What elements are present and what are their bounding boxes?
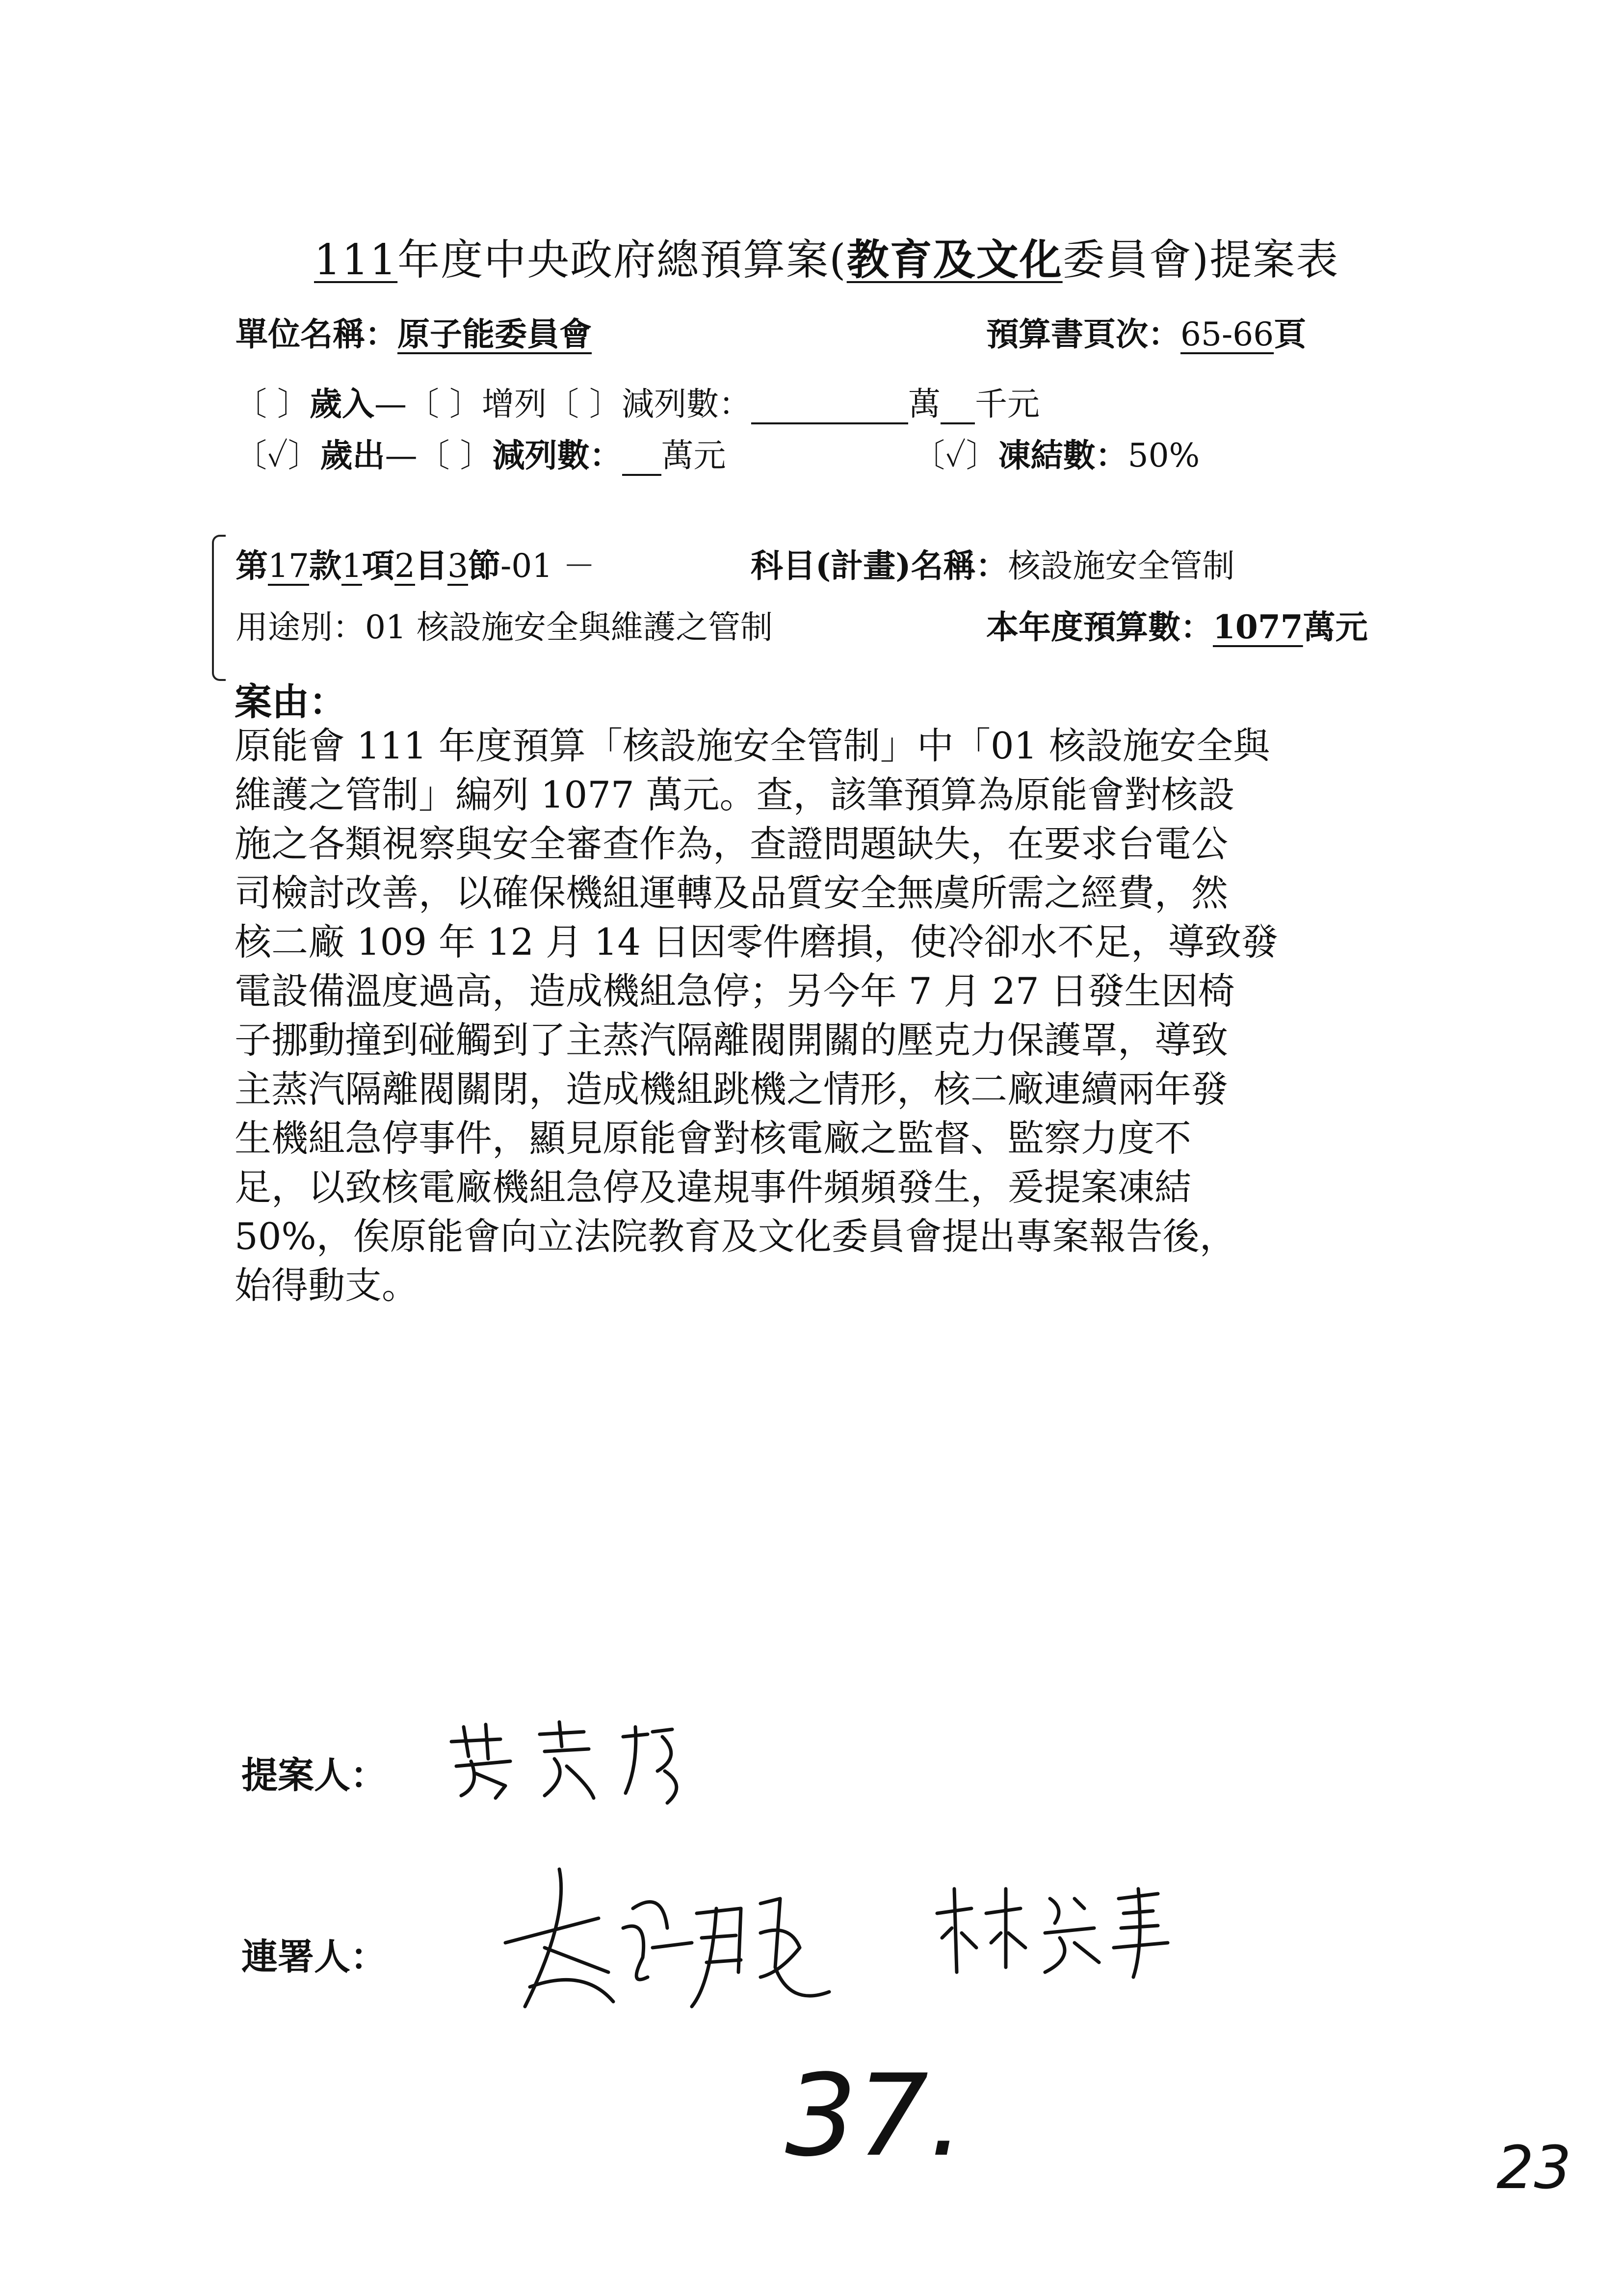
revenue-cut-label: 減列數： — [621, 385, 751, 423]
jie-value: 3 — [447, 547, 468, 585]
mu-label: 目 — [415, 547, 447, 585]
xiang-value: 1 — [341, 547, 362, 585]
revenue-blank-wan — [751, 395, 908, 424]
freeze-checkbox: 〔✓〕 — [913, 437, 998, 474]
freeze-label: 凍結數： — [998, 436, 1128, 474]
expenditure-row — [235, 429, 726, 476]
page-number: 23 — [1496, 2134, 1572, 2202]
subject-row — [751, 540, 1234, 586]
subject-value: 核設施安全管制 — [1008, 547, 1235, 585]
revenue-blank-qian — [941, 395, 975, 424]
revenue-checkbox: 〔 〕 — [235, 385, 310, 423]
expenditure-checkbox: 〔✓〕 — [235, 437, 320, 474]
use-row — [236, 601, 773, 648]
expenditure-cut-checkbox: 〔 〕 — [417, 437, 493, 474]
revenue-add-checkbox: 〔 〕 — [406, 385, 482, 423]
revenue-qian: 千元 — [974, 385, 1040, 423]
proposer-signature — [442, 1712, 716, 1810]
reason-line: 足，以致核電廠機組急停及違規事件頻頻發生，爰提案凍結 — [235, 1166, 1192, 1209]
jie-suffix: -01 － — [500, 547, 596, 585]
kuan-prefix: 第 — [236, 547, 268, 585]
cosigner-signature-2 — [927, 1879, 1182, 1987]
reason-line: 司檢討改善，以確保機組運轉及品質安全無虞所需之經費，然 — [235, 871, 1229, 914]
jie-label: 節 — [468, 547, 500, 585]
revenue-row — [235, 378, 1040, 424]
expenditure-cut-label: 減列數： — [492, 436, 622, 474]
kuan-value: 17 — [268, 547, 309, 585]
expenditure-label: 歲出 — [320, 436, 385, 474]
title-text-2: 委員會)提案表 — [1062, 235, 1339, 285]
reason-line: 原能會 111 年度預算「核設施安全管制」中「01 核設施安全與 — [235, 724, 1270, 767]
reason-line: 主蒸汽隔離閥關閉，造成機組跳機之情形，核二廠連續兩年發 — [235, 1068, 1229, 1111]
proposer-label: 提案人： — [241, 1754, 387, 1797]
revenue-wan: 萬 — [908, 385, 941, 423]
amount-value: 1077 — [1213, 608, 1303, 646]
kuan-label: 款 — [309, 547, 341, 585]
page-ref-value: 65-66 — [1180, 315, 1274, 353]
freeze-row — [913, 429, 1200, 476]
reason-line: 維護之管制」編列 1077 萬元。查，該筆預算為原能會對核設 — [235, 773, 1235, 816]
title-year: 111 — [314, 235, 398, 285]
unit-label: 單位名稱： — [236, 315, 397, 353]
page-title — [314, 226, 1339, 287]
title-committee: 教育及文化 — [846, 235, 1063, 285]
amount-unit: 萬元 — [1303, 608, 1368, 646]
reason-line: 施之各類視察與安全審查作為，查證問題缺失，在要求台電公 — [235, 822, 1229, 865]
expenditure-dash: — — [385, 437, 418, 474]
reason-line: 核二廠 109 年 12 月 14 日因零件磨損，使冷卻水不足，導致發 — [235, 920, 1279, 964]
reason-line: 始得動支。 — [235, 1264, 419, 1307]
page-ref-suffix: 頁 — [1274, 315, 1307, 353]
reason-line: 生機組急停事件，顯見原能會對核電廠之監督、監察力度不 — [235, 1117, 1192, 1160]
use-label: 用途別： — [236, 608, 365, 646]
budget-item-row — [236, 540, 595, 586]
mu-value: 2 — [394, 547, 415, 585]
handwritten-number: 37. — [785, 2051, 965, 2182]
reason-line: 子挪動撞到碰觸到了主蒸汽隔離閥開關的壓克力保護罩，導致 — [235, 1018, 1229, 1062]
amount-row — [986, 601, 1368, 648]
use-value: 01 核設施安全與維護之管制 — [365, 608, 773, 646]
subject-label: 科目(計畫)名稱： — [751, 547, 1008, 585]
page-ref-label: 預算書頁次： — [986, 315, 1180, 353]
reason-line: 電設備溫度過高，造成機組急停；另今年 7 月 27 日發生因椅 — [235, 969, 1235, 1013]
budget-item-bracket — [212, 535, 226, 681]
reason-body — [235, 721, 1441, 1310]
xiang-label: 項 — [362, 547, 394, 585]
revenue-dash: — — [374, 385, 407, 423]
title-text-1: 年度中央政府總預算案( — [397, 235, 847, 285]
cosigner-signature-1 — [486, 1859, 859, 2026]
expenditure-blank — [622, 446, 661, 476]
revenue-add-label: 增列 — [481, 385, 547, 423]
unit-row — [236, 308, 592, 355]
page-ref-row — [986, 308, 1306, 355]
freeze-value: 50% — [1127, 437, 1200, 474]
reason-heading: 案由： — [235, 680, 346, 724]
reason-line: 50%，俟原能會向立法院教育及文化委員會提出專案報告後， — [235, 1215, 1236, 1258]
revenue-label: 歲入 — [309, 385, 374, 423]
expenditure-wan: 萬元 — [661, 437, 726, 474]
amount-label: 本年度預算數： — [986, 608, 1213, 646]
unit-value: 原子能委員會 — [397, 315, 592, 353]
cosigners-label: 連署人： — [241, 1936, 387, 1978]
revenue-cut-checkbox: 〔 〕 — [546, 385, 622, 423]
